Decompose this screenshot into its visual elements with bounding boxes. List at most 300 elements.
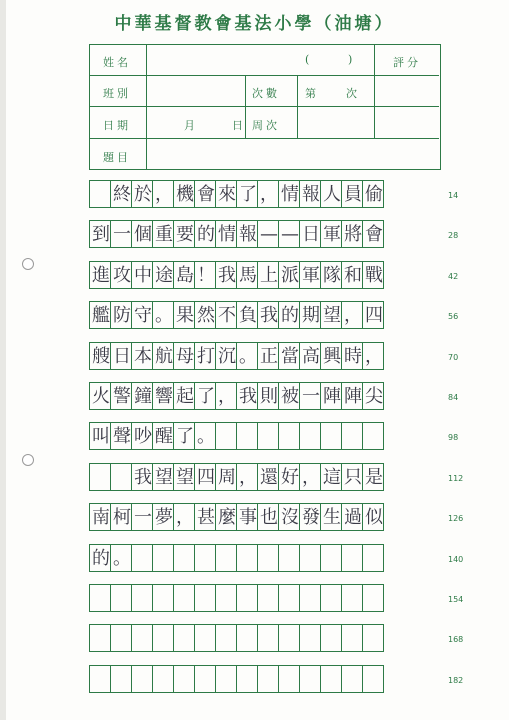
grid-row bbox=[89, 544, 441, 572]
grid-square bbox=[257, 382, 279, 410]
grid-row bbox=[89, 463, 441, 491]
grid-square bbox=[341, 665, 363, 693]
grid-square bbox=[278, 382, 300, 410]
binder-hole-top bbox=[22, 258, 34, 270]
handwritten-char: 正 bbox=[260, 346, 278, 367]
grid-row bbox=[89, 180, 441, 208]
grid-square bbox=[236, 665, 258, 693]
grid-square bbox=[257, 584, 279, 612]
grid-square bbox=[362, 301, 384, 329]
grid-square bbox=[194, 544, 216, 572]
handwritten-char: 日 bbox=[113, 346, 131, 367]
handwritten-char bbox=[363, 423, 385, 451]
grid-square bbox=[131, 382, 153, 410]
grid-square bbox=[320, 624, 342, 652]
handwritten-char: 終 bbox=[113, 184, 131, 205]
handwritten-char: 好 bbox=[281, 467, 299, 488]
grid-square bbox=[131, 422, 153, 450]
handwritten-char: 高 bbox=[302, 346, 320, 367]
grid-square bbox=[110, 624, 132, 652]
handwritten-char: 四 bbox=[365, 305, 383, 326]
grid-square bbox=[194, 463, 216, 491]
grid-square bbox=[257, 180, 279, 208]
grid-square bbox=[89, 261, 111, 289]
handwritten-char: 被 bbox=[281, 386, 299, 407]
handwritten-char bbox=[237, 545, 259, 573]
grid-square bbox=[236, 624, 258, 652]
handwritten-char bbox=[237, 625, 259, 653]
handwritten-char bbox=[321, 625, 343, 653]
grid-square bbox=[215, 503, 237, 531]
grid-square bbox=[299, 422, 321, 450]
handwritten-char bbox=[153, 666, 175, 694]
handwritten-char bbox=[342, 666, 364, 694]
grid-row bbox=[89, 624, 441, 652]
handwritten-char: 守 bbox=[134, 305, 152, 326]
grid-square bbox=[320, 382, 342, 410]
grid-square bbox=[278, 261, 300, 289]
handwritten-char: 陣 bbox=[323, 386, 341, 407]
grid-square bbox=[320, 261, 342, 289]
grid-square bbox=[152, 382, 174, 410]
grid-square bbox=[173, 584, 195, 612]
grid-square bbox=[278, 342, 300, 370]
handwritten-char: 也 bbox=[260, 507, 278, 528]
grid-square bbox=[236, 261, 258, 289]
grid-square bbox=[257, 301, 279, 329]
grid-square bbox=[215, 342, 237, 370]
handwritten-char bbox=[300, 666, 322, 694]
grid-square bbox=[152, 544, 174, 572]
grid-square bbox=[89, 463, 111, 491]
handwritten-char bbox=[195, 666, 217, 694]
grid-square bbox=[173, 544, 195, 572]
grid-row bbox=[89, 503, 441, 531]
score-label: 評分 bbox=[393, 56, 421, 69]
grid-square bbox=[89, 584, 111, 612]
handwritten-char bbox=[279, 666, 301, 694]
handwritten-char bbox=[195, 625, 217, 653]
grid-square bbox=[89, 180, 111, 208]
handwritten-char: 當 bbox=[281, 346, 299, 367]
handwritten-char bbox=[237, 666, 259, 694]
handwritten-char: 起 bbox=[176, 386, 194, 407]
grid-square bbox=[320, 544, 342, 572]
grid-square bbox=[215, 584, 237, 612]
grid-square bbox=[341, 261, 363, 289]
grid-square bbox=[236, 422, 258, 450]
grid-square bbox=[173, 342, 195, 370]
handwritten-char: ， bbox=[155, 184, 173, 205]
grid-square bbox=[215, 463, 237, 491]
grid-square bbox=[236, 503, 258, 531]
handwritten-char: 員 bbox=[344, 184, 362, 205]
grid-square bbox=[236, 180, 258, 208]
handwritten-char: 派 bbox=[281, 265, 299, 286]
grid-square bbox=[320, 220, 342, 248]
handwritten-char: ， bbox=[260, 184, 278, 205]
handwritten-char: 報 bbox=[302, 184, 320, 205]
grid-square bbox=[341, 624, 363, 652]
handwritten-char bbox=[321, 585, 343, 613]
handwritten-char bbox=[111, 625, 133, 653]
row-count-number: 112 bbox=[448, 474, 464, 483]
handwritten-char: 的 bbox=[92, 548, 110, 569]
grid-square bbox=[257, 220, 279, 248]
ordinal-di-label: 第 bbox=[305, 87, 319, 100]
handwritten-char: 柯 bbox=[113, 507, 131, 528]
handwritten-char: 只 bbox=[344, 467, 362, 488]
grid-square bbox=[320, 301, 342, 329]
grid-square bbox=[152, 180, 174, 208]
grid-square bbox=[341, 382, 363, 410]
grid-square bbox=[110, 180, 132, 208]
paper-edge bbox=[0, 0, 6, 720]
grid-square bbox=[89, 544, 111, 572]
handwritten-char bbox=[300, 423, 322, 451]
grid-square bbox=[194, 220, 216, 248]
grid-square bbox=[362, 503, 384, 531]
handwritten-char: 我 bbox=[239, 386, 257, 407]
handwritten-char: 會 bbox=[365, 224, 383, 245]
grid-row bbox=[89, 584, 441, 612]
handwritten-char: 機 bbox=[176, 184, 194, 205]
grid-square bbox=[299, 261, 321, 289]
handwritten-char bbox=[216, 545, 238, 573]
grid-square bbox=[362, 584, 384, 612]
row-count-number: 84 bbox=[448, 393, 459, 402]
grid-square bbox=[299, 180, 321, 208]
grid-square bbox=[362, 422, 384, 450]
handwritten-char bbox=[111, 464, 133, 492]
grid-square bbox=[299, 544, 321, 572]
grid-square bbox=[194, 624, 216, 652]
handwritten-char: 四 bbox=[197, 467, 215, 488]
grid-square bbox=[110, 342, 132, 370]
binder-hole-bottom bbox=[22, 454, 34, 466]
handwritten-char: 事 bbox=[239, 507, 257, 528]
handwritten-char: 望 bbox=[323, 305, 341, 326]
name-label: 姓名 bbox=[103, 56, 131, 69]
grid-square bbox=[215, 665, 237, 693]
grid-square bbox=[215, 624, 237, 652]
row-count-number: 126 bbox=[448, 514, 464, 523]
grid-square bbox=[110, 301, 132, 329]
handwritten-char bbox=[279, 545, 301, 573]
row-count-number: 98 bbox=[448, 433, 459, 442]
grid-square bbox=[152, 301, 174, 329]
row-count-number: 182 bbox=[448, 676, 464, 685]
handwritten-char: 了 bbox=[176, 426, 194, 447]
grid-square bbox=[89, 301, 111, 329]
handwritten-char: 過 bbox=[344, 507, 362, 528]
grid-square bbox=[362, 342, 384, 370]
grid-square bbox=[278, 584, 300, 612]
handwritten-char bbox=[321, 545, 343, 573]
grid-square bbox=[257, 261, 279, 289]
grid-row bbox=[89, 342, 441, 370]
handwritten-char bbox=[363, 585, 385, 613]
info-row-divider bbox=[90, 106, 439, 107]
handwritten-char: 情 bbox=[218, 224, 236, 245]
handwritten-char: — bbox=[281, 224, 299, 245]
grid-square bbox=[278, 463, 300, 491]
handwritten-char: 和 bbox=[344, 265, 362, 286]
handwritten-char bbox=[111, 585, 133, 613]
handwritten-char: 周 bbox=[218, 467, 236, 488]
grid-square bbox=[320, 342, 342, 370]
handwritten-char: 我 bbox=[218, 265, 236, 286]
handwritten-char: 打 bbox=[197, 346, 215, 367]
handwritten-char: 一 bbox=[134, 507, 152, 528]
grid-square bbox=[320, 584, 342, 612]
handwritten-char: 望 bbox=[176, 467, 194, 488]
row-count-number: 42 bbox=[448, 272, 459, 281]
grid-square bbox=[236, 584, 258, 612]
info-row-divider bbox=[90, 75, 439, 76]
handwritten-char: 。 bbox=[197, 426, 215, 447]
grid-square bbox=[215, 382, 237, 410]
grid-square bbox=[299, 584, 321, 612]
grid-square bbox=[152, 463, 174, 491]
grid-square bbox=[152, 261, 174, 289]
handwritten-char: 發 bbox=[302, 507, 320, 528]
day-label: 日 bbox=[232, 119, 246, 132]
handwritten-char: ！ bbox=[197, 265, 215, 286]
grid-square bbox=[131, 301, 153, 329]
handwritten-char: 母 bbox=[176, 346, 194, 367]
grid-square bbox=[320, 180, 342, 208]
grid-square bbox=[173, 422, 195, 450]
handwritten-char: 報 bbox=[239, 224, 257, 245]
grid-square bbox=[341, 544, 363, 572]
handwritten-char: 了 bbox=[239, 184, 257, 205]
grid-square bbox=[362, 220, 384, 248]
handwritten-char: 了 bbox=[197, 386, 215, 407]
grid-square bbox=[131, 342, 153, 370]
grid-square bbox=[236, 544, 258, 572]
grid-square bbox=[236, 382, 258, 410]
handwritten-char bbox=[216, 666, 238, 694]
grid-square bbox=[110, 220, 132, 248]
handwritten-char bbox=[216, 585, 238, 613]
grid-square bbox=[278, 220, 300, 248]
grid-square bbox=[152, 624, 174, 652]
handwritten-char: ， bbox=[239, 467, 257, 488]
handwritten-char: 一 bbox=[302, 386, 320, 407]
handwritten-char bbox=[216, 625, 238, 653]
grid-square bbox=[173, 180, 195, 208]
grid-square bbox=[152, 220, 174, 248]
handwritten-char: 於 bbox=[134, 184, 152, 205]
handwritten-char: 醒 bbox=[155, 426, 173, 447]
grid-square bbox=[278, 180, 300, 208]
handwritten-char: ， bbox=[176, 507, 194, 528]
handwritten-char bbox=[132, 666, 154, 694]
handwritten-char: 防 bbox=[113, 305, 131, 326]
grid-square bbox=[257, 544, 279, 572]
handwritten-char: 負 bbox=[239, 305, 257, 326]
handwritten-char bbox=[342, 423, 364, 451]
grid-square bbox=[362, 624, 384, 652]
grid-square bbox=[89, 342, 111, 370]
handwritten-char: 是 bbox=[365, 467, 383, 488]
grid-square bbox=[131, 584, 153, 612]
handwritten-char: 這 bbox=[323, 467, 341, 488]
handwritten-char: 沒 bbox=[281, 507, 299, 528]
grid-square bbox=[152, 342, 174, 370]
grid-square bbox=[215, 180, 237, 208]
grid-square bbox=[257, 503, 279, 531]
handwritten-char: 來 bbox=[218, 184, 236, 205]
grid-square bbox=[173, 665, 195, 693]
grid-square bbox=[257, 463, 279, 491]
week-label: 周次 bbox=[252, 119, 280, 132]
grid-square bbox=[110, 261, 132, 289]
handwritten-char bbox=[174, 666, 196, 694]
row-count-number: 70 bbox=[448, 353, 459, 362]
handwritten-char bbox=[279, 423, 301, 451]
handwritten-char bbox=[279, 625, 301, 653]
handwritten-char bbox=[258, 545, 280, 573]
handwritten-char bbox=[300, 545, 322, 573]
grid-square bbox=[215, 261, 237, 289]
grid-square bbox=[173, 503, 195, 531]
row-count-number: 168 bbox=[448, 635, 464, 644]
ordinal-ci-label: 次 bbox=[346, 87, 360, 100]
handwritten-char: 上 bbox=[260, 265, 278, 286]
handwritten-char: 叫 bbox=[92, 426, 110, 447]
grid-square bbox=[362, 261, 384, 289]
handwritten-char: 不 bbox=[218, 305, 236, 326]
grid-square bbox=[89, 624, 111, 652]
grid-square bbox=[278, 301, 300, 329]
handwritten-char: 響 bbox=[155, 386, 173, 407]
handwritten-char bbox=[195, 545, 217, 573]
handwritten-char bbox=[363, 666, 385, 694]
handwritten-char: 重 bbox=[155, 224, 173, 245]
handwritten-char: 進 bbox=[92, 265, 110, 286]
grid-square bbox=[110, 422, 132, 450]
grid-square bbox=[131, 503, 153, 531]
handwritten-char: 軍 bbox=[302, 265, 320, 286]
class-number-paren-open: ( bbox=[305, 53, 313, 66]
grid-square bbox=[194, 503, 216, 531]
handwritten-char: 期 bbox=[302, 305, 320, 326]
handwritten-char bbox=[174, 545, 196, 573]
grid-square bbox=[131, 665, 153, 693]
row-count-number: 140 bbox=[448, 555, 464, 564]
handwritten-char bbox=[153, 625, 175, 653]
grid-square bbox=[194, 342, 216, 370]
handwritten-char: ， bbox=[302, 467, 320, 488]
handwritten-char bbox=[258, 666, 280, 694]
handwritten-char bbox=[342, 545, 364, 573]
grid-square bbox=[362, 665, 384, 693]
handwritten-char: 艘 bbox=[92, 346, 110, 367]
handwritten-char bbox=[279, 585, 301, 613]
grid-square bbox=[299, 665, 321, 693]
grid-square bbox=[362, 180, 384, 208]
info-row-divider bbox=[90, 138, 439, 139]
handwritten-char: 沉 bbox=[218, 346, 236, 367]
grid-square bbox=[320, 503, 342, 531]
handwritten-char bbox=[342, 625, 364, 653]
handwritten-char: 情 bbox=[281, 184, 299, 205]
handwritten-char bbox=[90, 181, 112, 209]
handwritten-char bbox=[90, 585, 112, 613]
grid-square bbox=[152, 665, 174, 693]
month-label: 月 bbox=[184, 119, 198, 132]
grid-square bbox=[152, 584, 174, 612]
grid-row bbox=[89, 261, 441, 289]
handwritten-char bbox=[321, 423, 343, 451]
grid-square bbox=[173, 463, 195, 491]
grid-square bbox=[257, 422, 279, 450]
grid-square bbox=[131, 261, 153, 289]
handwritten-char bbox=[342, 585, 364, 613]
grid-square bbox=[173, 382, 195, 410]
handwritten-char: 尖 bbox=[365, 386, 383, 407]
grid-square bbox=[131, 544, 153, 572]
handwritten-char: 馬 bbox=[239, 265, 257, 286]
grid-square bbox=[341, 422, 363, 450]
handwritten-char: 人 bbox=[323, 184, 341, 205]
handwritten-char: ， bbox=[218, 386, 236, 407]
grid-square bbox=[173, 220, 195, 248]
handwritten-char: 島 bbox=[176, 265, 194, 286]
grid-square bbox=[299, 220, 321, 248]
grid-square bbox=[341, 180, 363, 208]
handwritten-char: 隊 bbox=[323, 265, 341, 286]
grid-square bbox=[299, 503, 321, 531]
grid-square bbox=[131, 220, 153, 248]
grid-square bbox=[320, 422, 342, 450]
row-count-number: 56 bbox=[448, 312, 459, 321]
handwritten-char: 攻 bbox=[113, 265, 131, 286]
handwritten-char: 陣 bbox=[344, 386, 362, 407]
handwritten-char bbox=[216, 423, 238, 451]
grid-square bbox=[257, 665, 279, 693]
grid-square bbox=[299, 463, 321, 491]
handwritten-char: 似 bbox=[365, 507, 383, 528]
grid-square bbox=[215, 422, 237, 450]
handwritten-char: 甚 bbox=[197, 507, 215, 528]
handwritten-char bbox=[321, 666, 343, 694]
grid-square bbox=[341, 301, 363, 329]
handwritten-char: 會 bbox=[197, 184, 215, 205]
grid-square bbox=[341, 220, 363, 248]
grid-square bbox=[236, 220, 258, 248]
handwritten-char: 中 bbox=[134, 265, 152, 286]
handwritten-char bbox=[90, 625, 112, 653]
grid-square bbox=[173, 301, 195, 329]
grid-square bbox=[194, 665, 216, 693]
grid-square bbox=[194, 180, 216, 208]
handwritten-char: 吵 bbox=[134, 426, 152, 447]
grid-square bbox=[278, 624, 300, 652]
class-label: 班別 bbox=[103, 87, 131, 100]
grid-square bbox=[194, 422, 216, 450]
grid-square bbox=[236, 463, 258, 491]
grid-square bbox=[341, 503, 363, 531]
handwritten-char bbox=[237, 423, 259, 451]
school-title: 中華基督教會基法小學（油塘） bbox=[114, 14, 395, 34]
grid-square bbox=[194, 584, 216, 612]
handwritten-char: 則 bbox=[260, 386, 278, 407]
handwritten-char: 偷 bbox=[365, 184, 383, 205]
times-label: 次數 bbox=[252, 87, 280, 100]
